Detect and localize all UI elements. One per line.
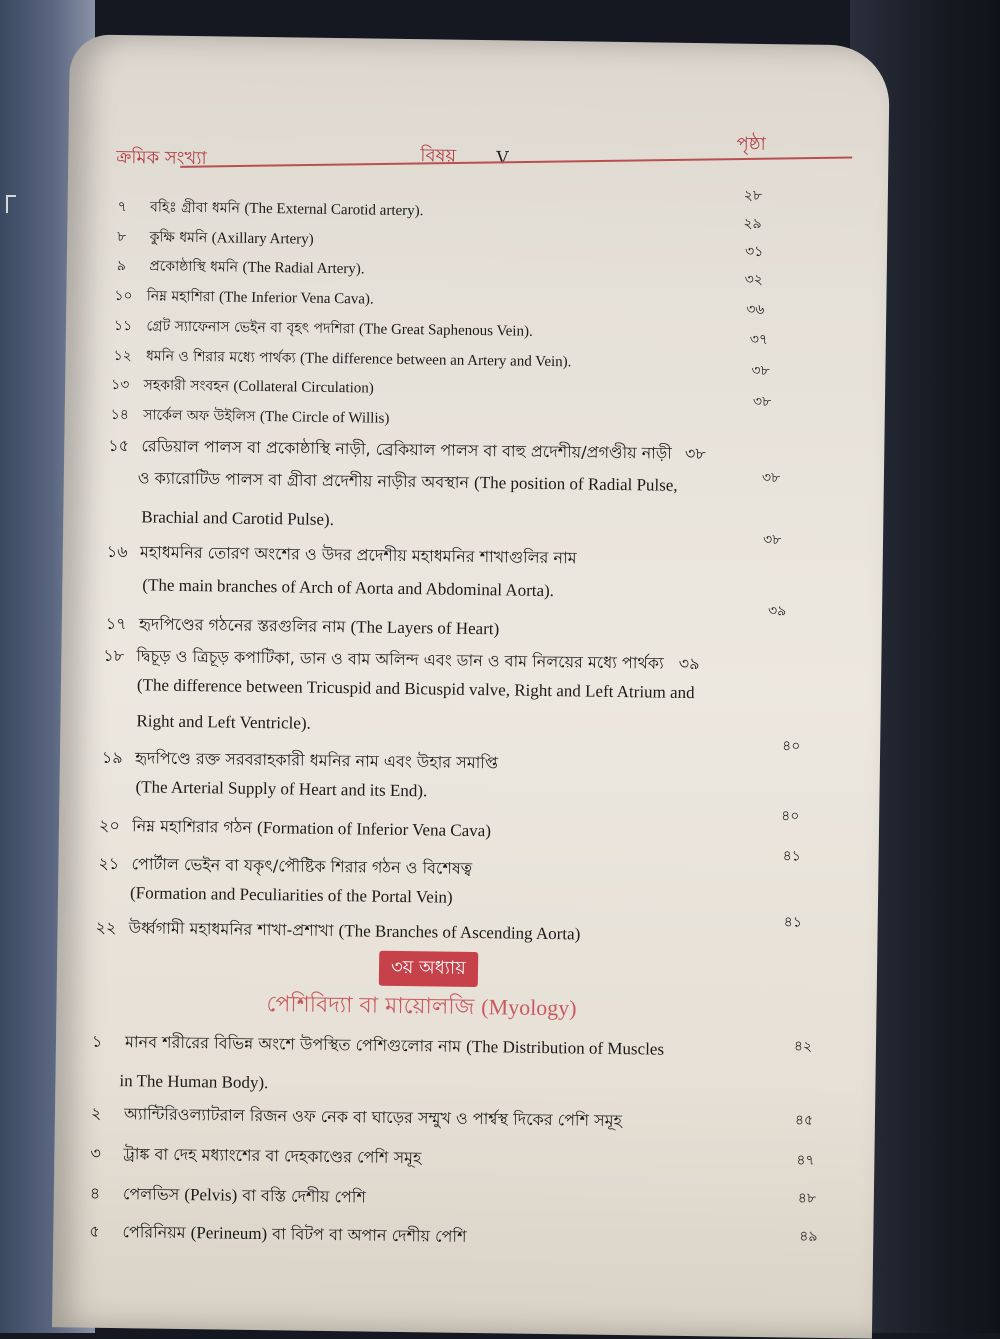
entry-number: ১০ bbox=[114, 287, 133, 305]
entry-title-bn: মানব শরীরের বিভিন্ন অংশে উপস্থিত পেশিগুলোর নাম bbox=[124, 1032, 462, 1056]
entry-number: ১৮ bbox=[103, 645, 125, 666]
entry-number: ৩ bbox=[90, 1143, 101, 1163]
entry-number: ১৬ bbox=[106, 541, 128, 562]
entry-number: ২ bbox=[90, 1103, 102, 1123]
entry-title-en: (Formation of Inferior Vena Cava) bbox=[256, 817, 492, 841]
entry-title-en: (Perineum) bbox=[190, 1223, 268, 1244]
entry-title-bn: মহাধমনির তোরণ অংশের ও উদর প্রদেশীয় মহাধমনির শাখাগুলির নাম bbox=[139, 542, 577, 568]
entry-page-number: ৪৭ bbox=[796, 1152, 815, 1169]
entry-number: ২২ bbox=[95, 917, 117, 938]
toc-entry bbox=[98, 851, 472, 883]
entry-title-bn: বহিঃ গ্রীবা ধমনি bbox=[149, 199, 241, 217]
toc-entry bbox=[117, 225, 314, 252]
toc-entry bbox=[117, 195, 423, 223]
entry-page-number: ৩৮ bbox=[752, 393, 772, 411]
toc-entry bbox=[89, 1219, 467, 1251]
entry-title-bn: দ্বিচূড় ও ত্রিচূড় কপাটিকা, ডান ও বাম অলিন্দ এবং ডান ও বাম নিলয়ের মধ্যে পার্থক্য bbox=[136, 646, 664, 673]
toc-entry-continuation: Brachial and Carotid Pulse). bbox=[141, 507, 335, 530]
column-header-subject: বিষয় bbox=[420, 145, 457, 167]
toc-entry bbox=[108, 433, 706, 468]
entry-title-bn: পেরিনিয়ম bbox=[122, 1222, 186, 1243]
toc-entry bbox=[102, 745, 498, 778]
entry-number: ১৫ bbox=[108, 435, 130, 456]
entry-page-number: ৩২ bbox=[744, 271, 764, 288]
entry-number: ৭ bbox=[117, 198, 127, 216]
entry-title-en: (Collateral Circulation) bbox=[233, 378, 374, 397]
entry-title-bn: নিম্ন মহাশিরা bbox=[146, 288, 215, 306]
toc-entry bbox=[92, 1029, 664, 1064]
entry-page-number: ৪২ bbox=[793, 1038, 813, 1055]
entry-title-bn: সার্কেল অফ উইলিস bbox=[143, 407, 256, 425]
entry-number: ২০ bbox=[98, 815, 120, 836]
entry-title-bn: নিম্ন মহাশিরার গঠন bbox=[131, 816, 253, 837]
toc-entry bbox=[103, 643, 700, 678]
entry-page-number: ৩৬ bbox=[746, 301, 765, 318]
entry-page-number: ৪৯ bbox=[799, 1228, 818, 1245]
entry-title-bn: অ্যান্টিরিওল্যাটরাল রিজন ওফ নেক বা ঘাড়ের সম্মুখ ও পার্শ্বস্থ দিকের পেশি সমূহ bbox=[123, 1104, 623, 1131]
toc-entry bbox=[111, 403, 390, 431]
toc-entry bbox=[90, 1181, 366, 1212]
entry-title-en: (Pelvis) bbox=[184, 1184, 238, 1205]
entry-title-bn: রেডিয়াল পালস বা প্রকোষ্ঠাস্থি নাড়ী, ব্রেকিয়াল পালস বা বাহু প্রদেশীয়/প্রগণ্ডীয় নাড়ী bbox=[141, 436, 672, 463]
chapter-label: ৩য় অধ্যায় bbox=[379, 951, 478, 987]
toc-entry-continuation: (The main branches of Arch of Aorta and Abdominal Aorta). bbox=[142, 575, 555, 601]
toc-entry-continuation: (The difference between Tricuspid and Bicuspid valve, Right and Left Atrium and bbox=[136, 675, 695, 703]
toc-entry bbox=[117, 254, 365, 281]
entry-page-number: ৩৮ bbox=[761, 469, 781, 487]
entry-title-bn: ও ক্যারোটিড পালস বা গ্রীবা প্রদেশীয় নাড়ীর অবস্থান bbox=[137, 468, 470, 492]
entry-title-bn: পোর্টাল ভেইন বা যকৃৎ/পৌষ্টিক শিরার গঠন ও বিশেষত্ব bbox=[131, 854, 473, 878]
page-roman-number: V bbox=[496, 148, 509, 169]
entry-number: ২১ bbox=[98, 853, 120, 874]
entry-title-en: (The Branches of Ascending Aorta) bbox=[338, 921, 581, 944]
toc-entry-continuation: in The Human Body). bbox=[119, 1071, 269, 1093]
entry-page-number: ৪১ bbox=[783, 914, 802, 931]
entry-page-number: ৩৮ bbox=[762, 532, 782, 549]
toc-entry bbox=[107, 539, 577, 573]
entry-title-en: (Axillary Artery) bbox=[211, 230, 314, 248]
entry-number: ১৩ bbox=[111, 376, 130, 394]
entry-title-bn: প্রকোষ্ঠাস্থি ধমনি bbox=[149, 258, 239, 276]
toc-entry-continuation: (The Arterial Supply of Heart and its End). bbox=[135, 777, 428, 801]
toc-entry bbox=[99, 813, 491, 845]
entry-page-number: ২৯ bbox=[743, 215, 762, 232]
entry-number: ৯ bbox=[116, 257, 127, 275]
entry-title-en: (The Circle of Willis) bbox=[259, 408, 390, 427]
entry-number: ৪ bbox=[89, 1183, 101, 1203]
toc-entry bbox=[114, 284, 374, 312]
entry-title-en: (The Inferior Vena Cava). bbox=[218, 289, 374, 308]
entry-title-en: (The Radial Artery). bbox=[242, 259, 365, 278]
entry-title-en: (The difference between an Artery and Vein). bbox=[299, 350, 572, 371]
toc-entry-continuation: (Formation and Peculiarities of the Portal Vein) bbox=[129, 883, 453, 907]
entry-title-bn: ধমনি ও শিরার মধ্যে পার্থক্য bbox=[145, 348, 296, 367]
entry-title-en: (The Great Saphenous Vein). bbox=[358, 321, 533, 340]
entry-title-en: (The Distribution of Muscles bbox=[466, 1036, 665, 1059]
toc-entry-continuation bbox=[138, 465, 678, 500]
entry-title-bn-suffix: বা বিটপ বা অপান দেশীয় পেশি bbox=[272, 1224, 467, 1246]
entry-page-number: ৪৫ bbox=[794, 1112, 814, 1129]
entry-page-number: ২৮ bbox=[743, 187, 763, 204]
entry-page-number: ৩৯ bbox=[678, 653, 700, 674]
chapter-title bbox=[266, 987, 577, 1028]
entry-title-bn: উর্ধ্বগামী মহাধমনির শাখা-প্রশাখা bbox=[128, 918, 334, 941]
entry-page-number: ৩৮ bbox=[684, 443, 706, 464]
entry-number: ১৪ bbox=[110, 406, 130, 424]
entry-page-number: ৪০ bbox=[782, 738, 801, 755]
column-header-serial: ক্রমিক সংখ্যা bbox=[116, 146, 207, 170]
toc-entry bbox=[95, 915, 580, 949]
entry-number: ৮ bbox=[117, 228, 127, 246]
entry-page-number: ৪১ bbox=[782, 848, 801, 865]
entry-title-en: (The position of Radial Pulse, bbox=[474, 472, 678, 495]
toc-entry bbox=[90, 1141, 421, 1173]
entry-number: ১ bbox=[91, 1031, 103, 1051]
entry-title-bn: পেলভিস bbox=[122, 1184, 180, 1204]
toc-entry bbox=[114, 314, 533, 344]
toc-entry bbox=[91, 1101, 622, 1135]
entry-title-bn: হৃদপিণ্ডের গঠনের স্তরগুলির নাম bbox=[138, 614, 346, 637]
entry-title-bn: সহকারী সংবহন bbox=[143, 377, 230, 395]
entry-page-number: ৩৭ bbox=[749, 331, 769, 349]
chapter-title-bn: পেশিবিদ্যা বা মায়োলজি bbox=[266, 992, 475, 1021]
book-page bbox=[52, 34, 890, 1338]
entry-page-number: ৪০ bbox=[781, 808, 800, 825]
toc-entry-continuation: Right and Left Ventricle). bbox=[136, 711, 311, 733]
entry-title-bn-suffix: বা বস্তি দেশীয় পেশি bbox=[242, 1185, 367, 1207]
entry-title-bn: গ্রেট স্যাফেনাস ভেইন বা বৃহৎ পদশিরা bbox=[146, 318, 355, 338]
entry-number: ৫ bbox=[89, 1221, 100, 1241]
column-header-page: পৃষ্ঠা bbox=[736, 133, 766, 155]
entry-number: ১১ bbox=[113, 317, 133, 335]
entry-title-en: (The Layers of Heart) bbox=[350, 617, 500, 639]
toc-entry bbox=[106, 611, 500, 643]
entry-page-number: ৩১ bbox=[744, 243, 764, 260]
edge-mark bbox=[6, 195, 16, 213]
entry-title-en: (The External Carotid artery). bbox=[244, 200, 424, 220]
entry-title-bn: হৃদপিণ্ডে রক্ত সরবরাহকারী ধমনির নাম এবং উহার সমাপ্তি bbox=[134, 748, 499, 773]
toc-entry bbox=[113, 344, 571, 374]
entry-title-bn: ট্রাঙ্ক বা দেহ মধ্যাংশের বা দেহকাণ্ডের পেশি সমূহ bbox=[123, 1144, 422, 1168]
entry-number: ১৯ bbox=[101, 747, 123, 768]
entry-title-bn: কুক্ষি ধমনি bbox=[149, 229, 208, 247]
entry-number: ১৭ bbox=[105, 613, 127, 634]
entry-page-number: ৩৯ bbox=[767, 603, 787, 620]
toc-entry bbox=[111, 373, 374, 401]
chapter-title-en: (Myology) bbox=[481, 994, 577, 1021]
entry-number: ১২ bbox=[113, 347, 132, 365]
entry-page-number: ৩৮ bbox=[751, 362, 770, 380]
entry-page-number: ৪৮ bbox=[797, 1190, 817, 1207]
